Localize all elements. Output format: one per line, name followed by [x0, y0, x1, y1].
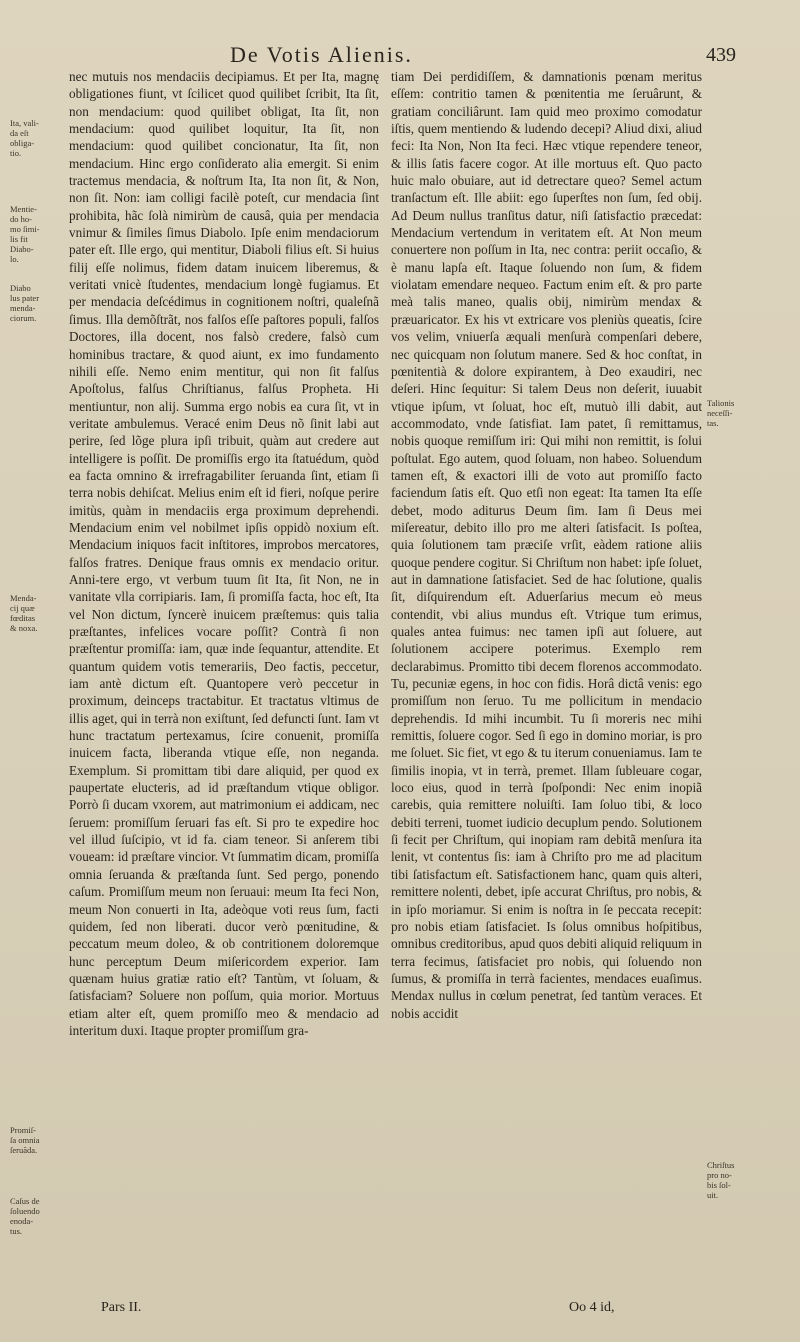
margin-note: Caſus de ſoluendo enoda- tus. — [10, 1196, 40, 1236]
margin-note: Mentie- do ho- mo ſimi- lis fit Diabo- lo. — [10, 204, 40, 264]
margin-note: Menda- cij quæ fœditas & noxa. — [10, 593, 38, 633]
text-column-left — [69, 68, 379, 1039]
running-title: De Votis Alienis. — [230, 42, 413, 67]
catchword: Oo 4 id, — [569, 1300, 615, 1315]
text-column-right — [391, 68, 702, 1022]
margin-note: Promiſ- ſa omnia ſeruãda. — [10, 1125, 40, 1155]
page-number: 439 — [706, 44, 736, 66]
margin-note: Talionis neceſſi- tas. — [707, 398, 735, 428]
body-text: tiam Dei perdidiſſem, & damnationis pœnam meritus eſſem: contritio tamen & pœnitentia me ſeruârunt, & gratiam conciliârunt. Iam quid meo proximo comodatur iſtis, quem mentiendo & ludendo decepi? Aliud dixi, aliud feci: Ita Non, Non Ita feci. Hæc vtique rependere teneor, & illis ſatis facere cogor. At ille mortuus eſt. Quo pacto huic malo obuiare, aut id detrectare queo? Semel actum tranſactum eſt. Ille abiit: ego ſuperſtes non ſum, ſed obij. Ad Deum nullus tranſitus datur, niſi ſatisfactio præcedat: Mendacium vertendum in veritatem eſt. At Non meum conuertere non poſſum in Ita, nec contra: periit occaſio, & è manu lapſa eſt. Itaque ſoluendo non ſum, & fidem violatam emendare nequeo. Factum enim eſt. & pro parte meà talis maneo, qualis obij, nimirùm mendax & præuaricator. Ex his vt extricare vos pleniùs queatis, ſcire vos velim, vniuerſa æquali menſurà compenſari debere, nec quicquam non ſolutum manere. Sed & hoc conſtat, in pœnitentià & dolore expirantem, à Deo exaudiri, nec deſeri. Hinc ſequitur: Si talem Deus non deſerit, iuuabit vtique ipſum, vt ſoluat, hoc eſt, mutuò illi dabit, aut accommodato, vnde ſatisfiat. Iam patet, ſi remittamus, nobis quoque remiſſum iri: Qui mihi non remittit, is ſolui poſtulat. Ego autem, quod ſoluam, non habeo. Soluendum tamen eſt, & exactori illi de voto aut promiſſo facto faciendum ſatis eſt. Quo etſi non egeat: Ita tamen Ita eſſe debet, modo aditurus Deum ſim. Iam ſi Deus mei miſereatur, debito illo pro me alteri ſatisfacit. Is poſtea, quia ſolutionem tam præciſe vrſit, eàdem ratione aliis quoque pendere cogitur. Si Chriſtum non habet: ipſe ſoluet, aut in damnatione ſatisfaciet. Sed de hac ſolutione, qualis ſit, diſquirendum eſt. Aduerſarius mecum eò meus contendit, vbi alius mundus eſt. Vtrique tum erimus, quales antea fuimus: nec tamen ipſi aut ſoluere, aut ſolutionem accipere poterimus. Exemplo rem declarabimus. Promitto tibi decem florenos accommodato. Tu, pecuniæ egens, in hoc con fidis. Horâ dictâ venis: ego promiſſum non ſeruo. Tu me pollicitum in mendacio deprehendis. Id mihi incumbit. Tu ſi moreris nec mihi remittis, ſoluere cogor. Sed ſi ego in domino moriar, is pro me ſoluet. Sic fiet, vt ego & tu iterum conueniamus. Iam te ſimilis inopia, vt in terrà, premet. Illam ſubleuare cogar, loco eius, quod in terrà ſpoſpondi: Nec enim inopiã carebis, quia remittere noluiſti. Iam ſoluo tibi, & loco debiti terreni, tuomet iudicio decuplum pendo. Solutionem ſi fecit per Chriſtum, qui inopiam ram debitã menſura ita lenit, vt contentus ſis: iam à Chriſto pro me ad placitum tibi ſatisfactum eſt. Satisfactionem hanc, quam quis alteri, remittere nolenti, debet, ipſe accurat Chriſtus, pro nobis, & in ipſo moriamur. Si enim is noſtra in ſe peccata recepit: pro nobis etiam ſatisfaciet. Is ſolus omnibus hoſpitibus, omnibus creditoribus, apud quos debiti aliquid reliquum in terra fecimus, ſatisfaciet pro nobis, qui ſoluendo non ſumus, & promiſſa in terrà facientes, mendaces euaſimus. Mendax nullus in cœlum penetrat, ſed tantùm veraces. Et nobis accidit — [391, 69, 702, 1021]
margin-note: Chriſtus pro no- bis ſol- uit. — [707, 1160, 735, 1200]
margin-note: Ita, vali- da eſt obliga- tio. — [10, 118, 39, 158]
signature-mark: Pars II. — [101, 1300, 142, 1315]
margin-note: Diabo lus pater menda- ciorum. — [10, 283, 40, 323]
body-text: nec mutuis nos mendaciis decipiamus. Et per Ita, magnę obligationes fiunt, vt ſcilicet quod quilibet ſcribit, Ita ſit, non mendacium: quod quilibet obligat, Ita ſit, non mendacium: quod quilibet loquitur, Ita ſit, non mendacium: quod quilibet concionatur, Ita ſit, non mendacium. Hinc ergo conſiderato alia emergit. Si enim tractemus mendacia, & noſtrum Ita, Ita non ſit, & Non, non ſit. Non: iam colligi facilè poteſt, cur mendacia ſint prohibita, hãc ſolà nimirùm de causâ, quia per mendacia vnimur & ſimiles ſimus Diabolo. Ipſe enim mendaciorum pater eſt. Ille ergo, qui mentitur, Diaboli filius eſt. Si huius filij eſſe nolimus, fidem datam inuicem liberemus, & veritati vnicè ſtudentes, mendacium longè fugiamus. Et per mendacia deſcédimus in cognitionem noſtri, qualeſnã ſimus. Illa demõſtrãt, nos falſos eſſe paſtores populi, falſos Doctores, illa docent, nos falsò credere, falsò cum hominibus tractare, & quod aiunt, ex imo fundamento nihili eſſe. Nemo enim mentitur, qui non ſit falſus Apoſtolus, falſus Chriſtianus, falſus Propheta. Hi mentiuntur, non alij. Summa ergo nobis ea cura ſit, vt in veritate ambulemus. Veracé enim Deus nõ ſinit labi aut perire, ſed lõge plura ipſi tribuit, quàm aut credere aut intelligere is poſſit. De promiſſis ergo ita ſtatuédum, quòd ea facta omnino & irrefragabiliter ſeruanda ſint, etiam ſi terra nobis dehiſcat. Melius enim eſt id fieri, noſque perire imitùs, quàm in mendaciis erga proximum deprehendi. Mendacium enim vel nobilmet ipſis oppidò noxium eſt. Mendacium iniquos facit inſtitores, improbos mercatores, falſos fratres. Denique fraus omnis ex mendacio oritur. Anni-tere ergo, vt verbum tuum ſit Ita, ſit Non, ne in vanitate vlla corripiaris. Iam, ſi promiſſa facta, hoc eſt, Ita vel Non dictum, ſyncerè inuicem præſtemus: quis talia præſtantes, infelices vocare poſſit? Contrà ſi non præſtentur promiſſa: iam, quæ inde ſequantur, attendite. Et quantum quidem votis temerariis, Deo factis, peccetur, iam antè dictum eſt. Quantopere verò peccetur in proximum, deinceps tractabitur. Et tractatus vltimus de illis aget, qui in terrà non exiſtunt, ſed defuncti ſunt. Iam vt hunc tractatum pertexamus, ſcire conuenit, promiſſa inuicem facta, liberanda vtique eſſe, non neganda. Exemplum. Si promittam tibi dare aliquid, per quod ex paupertate elucteris, ad id præſtandum vtique obligor. Porrò ſi ducam vxorem, aut matrimonium ei addicam, nec ſeruem: promiſſum ſeruari fas eſt. Si pro te expedire hoc vel illud ſuſcipio, vt id fa. ciam teneor. Si anſerem tibi voueam: id præſtare vincior. Vt ſummatim dicam, promiſſa omnia ſeruanda & præſtanda ſunt. Sed pergo, ponendo caſum. Promiſſum meum non ſeruaui: meum Ita feci Non, meum Non conuerti in Ita, adeòque voti reus ſum, facti quidem, ſed non liberati. ducor verò pœnitudine, & peccatum meum doleo, & ob contritionem doloremque hunc perceptum Deum miſericordem experior. Iam quænam huius gratiæ ratio eſt? Tantùm, vt ſoluam, & ſatisfaciam? Soluere non poſſum, quia morior. Mortuus etiam alter eſt, quem promiſſo meo & mendacio ad interitum duxi. Itaque propter promiſſum gra- — [69, 69, 379, 1038]
